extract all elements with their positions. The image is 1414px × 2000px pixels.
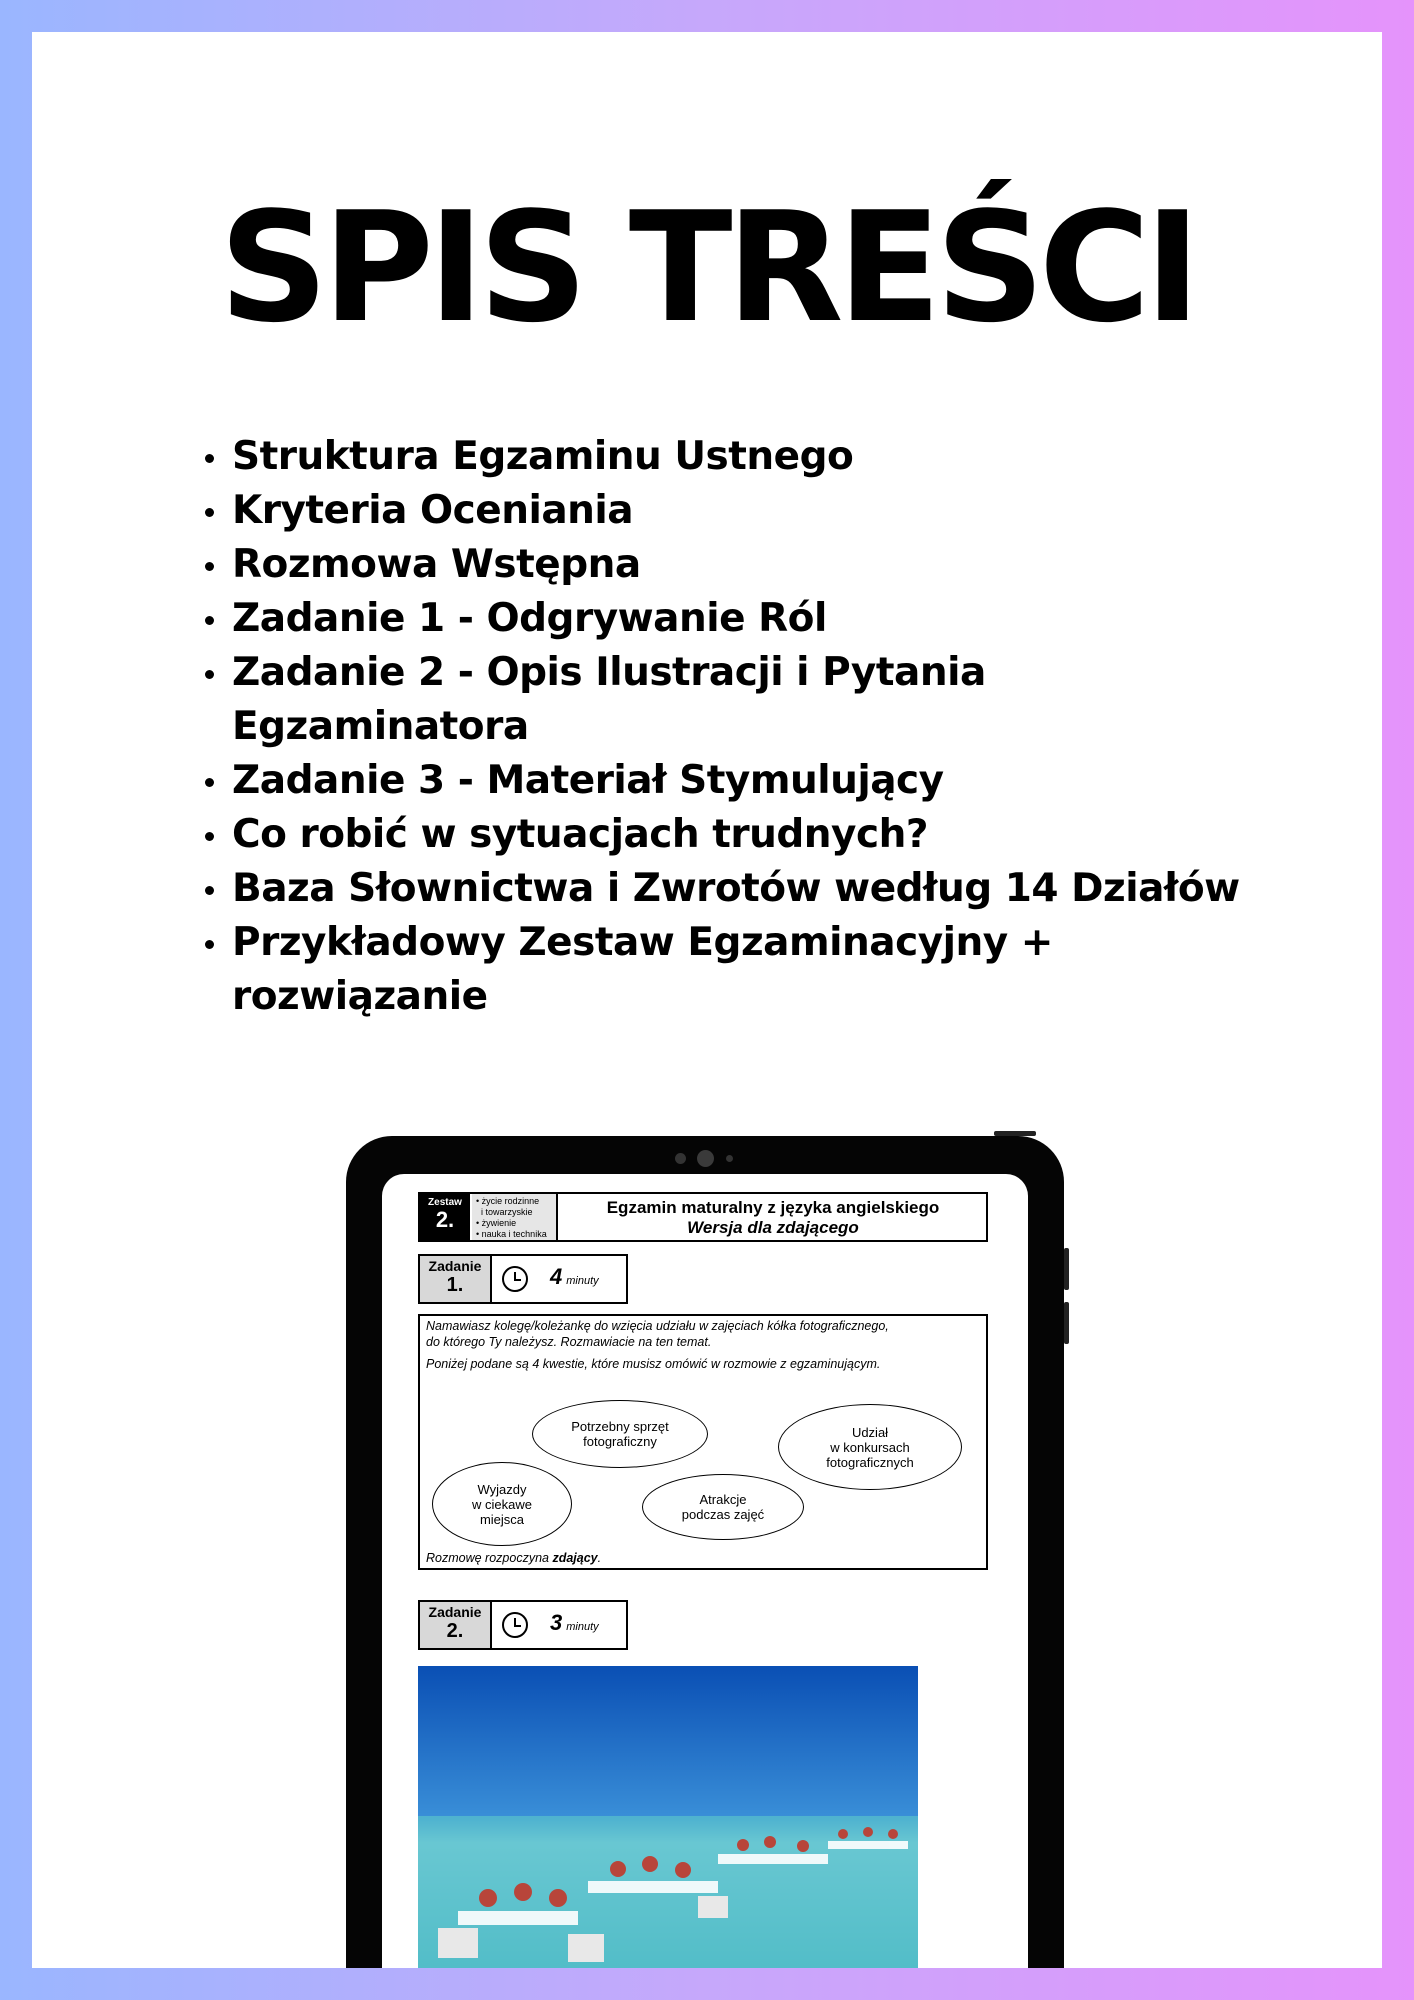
toc-item: Rozmowa Wstępna [232,538,1352,592]
task2-header: Zadanie 2. 3 minuty [418,1600,628,1650]
toc-item: Kryteria Oceniania [232,484,1352,538]
discussion-point: Potrzebny sprzęt fotograficzny [532,1400,708,1468]
discussion-point: Atrakcje podczas zajęć [642,1474,804,1540]
page-title: SPIS TREŚCI [219,179,1195,356]
toc-item: Co robić w sytuacjach trudnych? [232,808,1352,862]
tablet-mockup [346,1136,1064,1968]
camera-icon [675,1153,686,1164]
tablet-screen [382,1174,1028,1968]
exam-title: Egzamin maturalny z języka angielskiego Wersja dla zdającego [606,1198,940,1237]
clock-icon [502,1612,528,1638]
volume-button [1064,1302,1069,1344]
sensor-icon [726,1155,733,1162]
bullet-icon [205,562,214,571]
bullet-icon [205,940,214,949]
discussion-point: Wyjazdy w ciekawe miejsca [432,1462,572,1546]
task2-photo [418,1666,918,1968]
bullet-icon [205,454,214,463]
toc-item: Zadanie 1 - Odgrywanie Ról [232,592,1352,646]
set-badge: Zestaw 2. [420,1194,470,1240]
discussion-point: Udział w konkursach fotograficznych [778,1404,962,1490]
task1-footer: Rozmowę rozpoczyna zdający. [426,1551,602,1565]
toc-item: Przykładowy Zestaw Egzaminacyjny + [232,916,1352,970]
toc-item: Baza Słownictwa i Zwrotów według 14 Działów [232,862,1352,916]
task-duration: 4 minuty [550,1264,599,1289]
bullet-icon [205,616,214,625]
page-sheet [32,32,1382,1968]
table-of-contents [232,430,1352,1024]
power-button [994,1131,1036,1136]
toc-item: Zadanie 3 - Materiał Stymulujący [232,754,1352,808]
bullet-icon [205,670,214,679]
task-duration: 3 minuty [550,1610,599,1635]
clock-icon [502,1266,528,1292]
toc-item: Struktura Egzaminu Ustnego [232,430,1352,484]
toc-item: Zadanie 2 - Opis Ilustracji i Pytania [232,646,1352,700]
bullet-icon [205,832,214,841]
task1-scenario: Namawiasz kolegę/koleżankę do wzięcia udziału w zajęciach kółka fotograficznego, do którego Ty należysz. Rozmawiacie na ten temat. Poniżej podane są 4 kwestie, które musisz omówić w rozmowie z egzaminującym. Potrzebny sprzęt fotograficzny Udział w konkursach fotograficznych Wyjazdy w ciekawe miejsca Atrakcje podczas zajęć Rozmowę rozpoczyna zdający. [418,1314,988,1570]
bullet-icon [205,508,214,517]
bullet-icon [205,886,214,895]
bullet-icon [205,778,214,787]
volume-button [1064,1248,1069,1290]
camera-icon [697,1150,714,1167]
toc-item-continuation: rozwiązanie [232,974,488,1019]
task1-header: Zadanie 1. 4 minuty [418,1254,628,1304]
exam-header [418,1192,988,1242]
toc-item-continuation: Egzaminatora [232,704,529,749]
set-topics: • życie rodzinne i towarzyskie • żywienie • nauka i technika [472,1194,558,1240]
